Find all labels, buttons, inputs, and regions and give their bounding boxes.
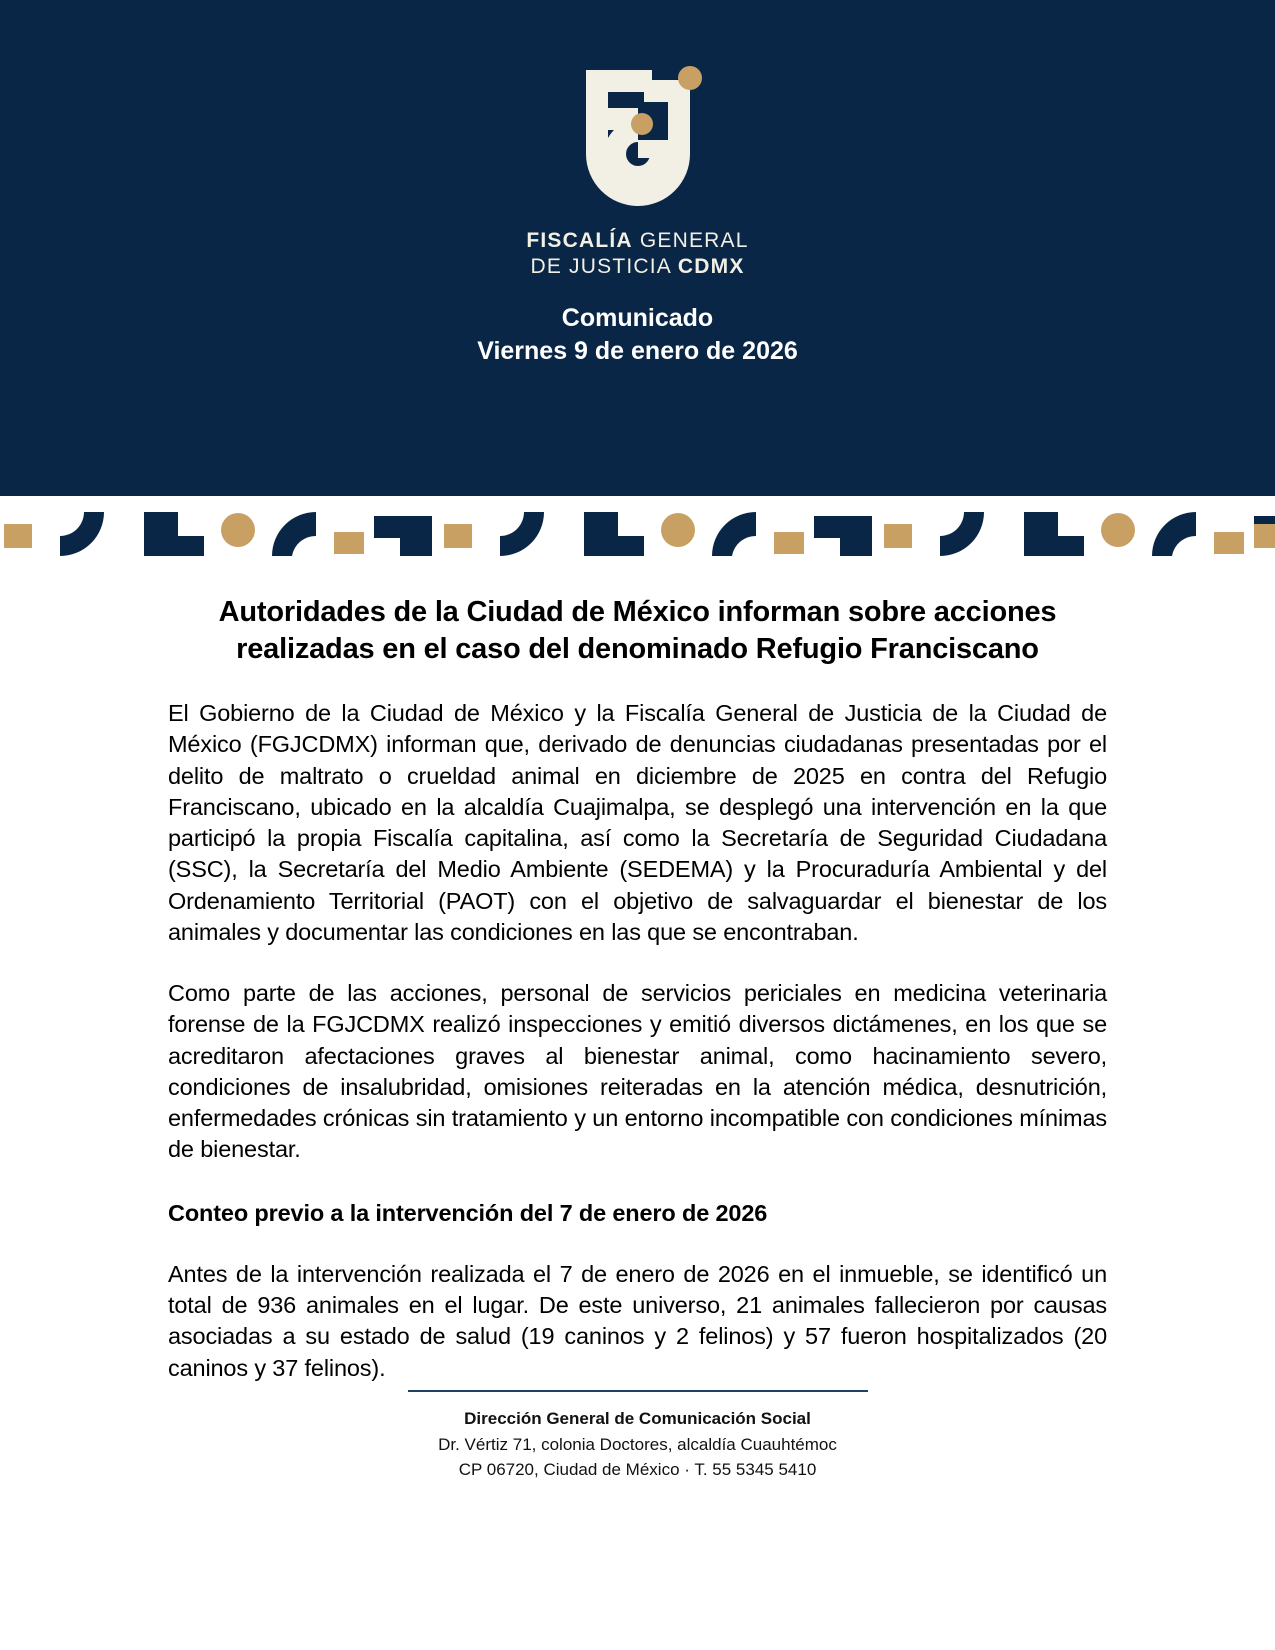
paragraph-3: Antes de la intervención realizada el 7 de enero de 2026 en el inmueble, se identificó un total de 936 animales en el lugar. De este universo, 21 animales fallecieron por causas asociadas a su estado de salud (19 caninos y 2 felinos) y 57 fueron hospitalizados (20 caninos y 37 felinos). bbox=[168, 1260, 1107, 1381]
communique-kind: Comunicado bbox=[561, 304, 714, 332]
decorative-pattern-svg bbox=[0, 496, 1275, 556]
footer-contact: CP 06720, Ciudad de México · T. 55 5345 5410 bbox=[458, 1460, 817, 1479]
wordmark-line-2 bbox=[526, 254, 748, 280]
decorative-pattern-band bbox=[0, 496, 1275, 556]
institution-wordmark bbox=[526, 228, 748, 281]
paragraph-2: Como parte de las acciones, personal de servicios periciales en medicina veterinaria forense de la FGJCDMX realizó inspecciones y emitió diversos dictámenes, en los que se acreditaron afectaciones graves al bienestar animal, como hacinamiento severo, condiciones de insalubridad, omisiones reiteradas en la atención médica, desnutrición, enfermedades crónicas sin tratamiento y un entorno incompatible con condiciones mínimas de bienestar. bbox=[168, 980, 1107, 1163]
document-header bbox=[0, 0, 1275, 496]
footer-address: Dr. Vértiz 71, colonia Doctores, alcaldía Cuauhtémoc bbox=[438, 1434, 837, 1454]
institution-logo-block bbox=[0, 62, 1275, 281]
wordmark-general: GENERAL bbox=[639, 229, 749, 252]
wordmark-line-1 bbox=[526, 228, 748, 254]
subheading-conteo-previo: Conteo previo a la intervención del 7 de enero de 2026 bbox=[168, 1199, 768, 1226]
document-body bbox=[0, 556, 1275, 1384]
paragraph-1: El Gobierno de la Ciudad de México y la Fiscalía General de Justicia de la Ciudad de México (FGJCDMX) informan que, derivado de denuncias ciudadanas presentadas por el delito de maltrato o crueldad animal en diciembre de 2025 en contra del Refugio Franciscano, ubicado en la alcaldía Cuajimalpa, se desplegó una intervención en la que participó la propia Fiscalía capitalina, así como la Secretaría de Seguridad Ciudadana (SSC), la Secretaría del Medio Ambiente (SEDEMA) y la Procuraduría Ambiental y del Ordenamiento Territorial (PAOT) con el objetivo de salvaguardar el bienestar de los animales y documentar las condiciones en las que se encontraban. bbox=[168, 700, 1107, 945]
footer-office: Dirección General de Comunicación Social bbox=[464, 1409, 811, 1428]
wordmark-fiscalia: FISCALÍA bbox=[526, 229, 633, 252]
page-title: Autoridades de la Ciudad de México informan sobre acciones realizadas en el caso del denominado Refugio Franciscano bbox=[218, 596, 1057, 666]
document-footer bbox=[0, 1390, 1275, 1483]
footer-divider bbox=[408, 1390, 868, 1392]
fgj-monogram-logo-icon bbox=[554, 62, 722, 212]
communique-date: Viernes 9 de enero de 2026 bbox=[477, 337, 798, 365]
wordmark-cdmx: CDMX bbox=[677, 255, 745, 279]
communique-meta bbox=[0, 302, 1275, 368]
wordmark-de-justicia: DE JUSTICIA bbox=[530, 255, 671, 279]
